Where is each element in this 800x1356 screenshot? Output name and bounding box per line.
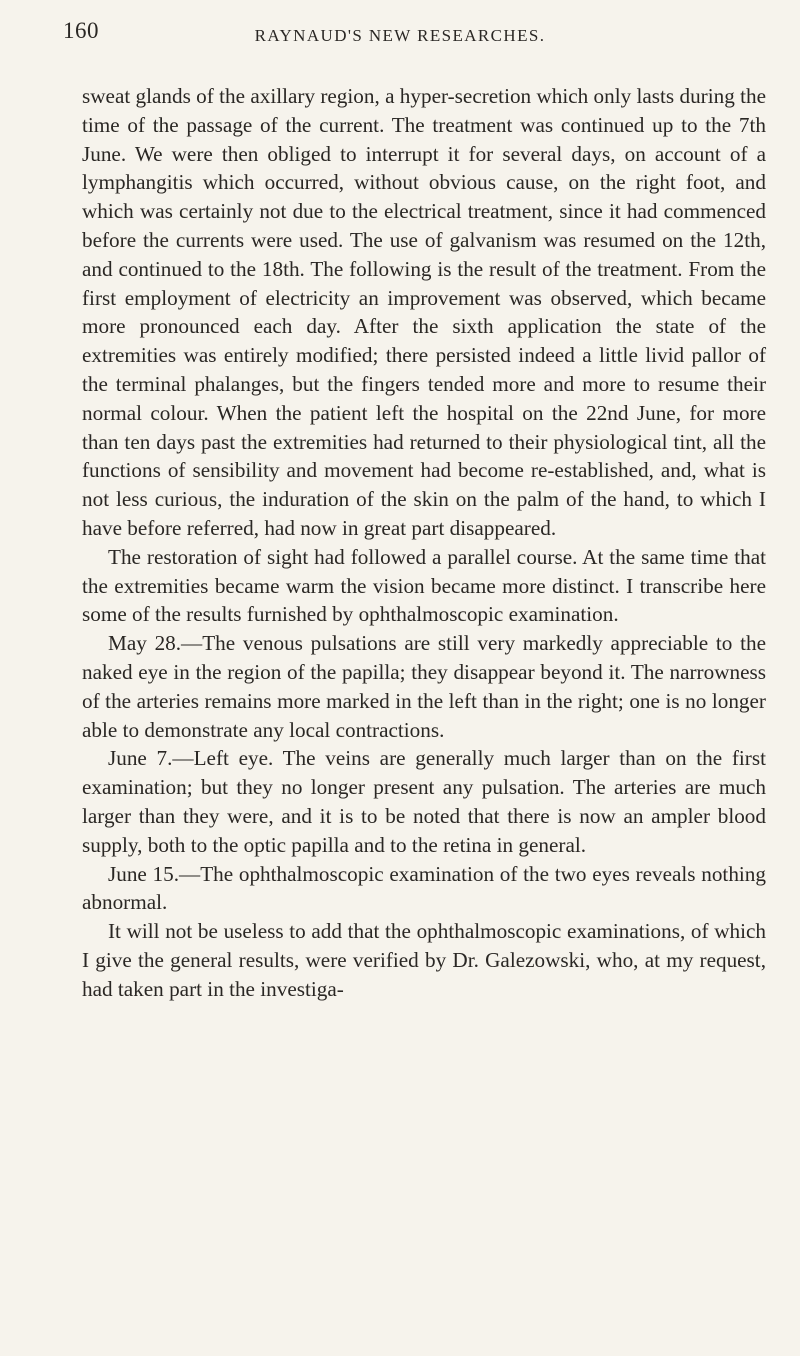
body-text: [82, 82, 766, 1004]
running-head: RAYNAUD'S NEW RESEARCHES.: [254, 26, 546, 45]
paragraph-2: The restoration of sight had followed a parallel course. At the same time that the extremities became warm the vision became more distinct. I transcribe here some of the results furnished by ophthalmoscopic examination.: [82, 544, 766, 627]
paragraph-6: It will not be useless to add that the ophthalmoscopic examinations, of which I give the general results, were verified by Dr. Galezowski, who, at my request, had taken part in the investiga-: [82, 919, 766, 1001]
page-number: 160: [63, 18, 99, 43]
paragraph-4: June 7.—Left eye. The veins are generally much larger than on the first examination; but they no longer present any pulsation. The arteries are much larger than they were, and it is to be noted that there is now an ampler blood supply, both to the optic papilla and to the retina in general.: [82, 746, 766, 857]
paragraph-5: June 15.—The ophthalmoscopic examination of the two eyes reveals nothing abnormal.: [82, 861, 766, 915]
paragraph-3: May 28.—The venous pulsations are still very markedly appreciable to the naked eye in the region of the papilla; they disappear beyond it. The narrowness of the arteries remains more marked in the left than in the right; one is no longer able to demonstrate any local contractions.: [82, 631, 766, 742]
paragraph-1: sweat glands of the axillary region, a hyper-secretion which only lasts during the time of the passage of the current. The treatment was continued up to the 7th June. We were then obliged to interrupt it for several days, on account of a lymphangitis which occurred, without obvious cause, on the right foot, and which was certainly not due to the electrical treatment, since it had commenced before the currents were used. The use of galvanism was resumed on the 12th, and continued to the 18th. The following is the result of the treatment. From the first employment of electricity an improvement was observed, which became more pronounced each day. After the sixth application the state of the extremities was entirely modified; there persisted indeed a little livid pallor of the terminal phalanges, but the fingers tended more and more to resume their normal colour. When the patient left the hospital on the 22nd June, for more than ten days past the extremities had returned to their physiological tint, all the functions of sensibility and movement had become re-established, and, what is not less curious, the induration of the skin on the palm of the hand, to which I have before referred, had now in great part disappeared.: [82, 84, 766, 540]
